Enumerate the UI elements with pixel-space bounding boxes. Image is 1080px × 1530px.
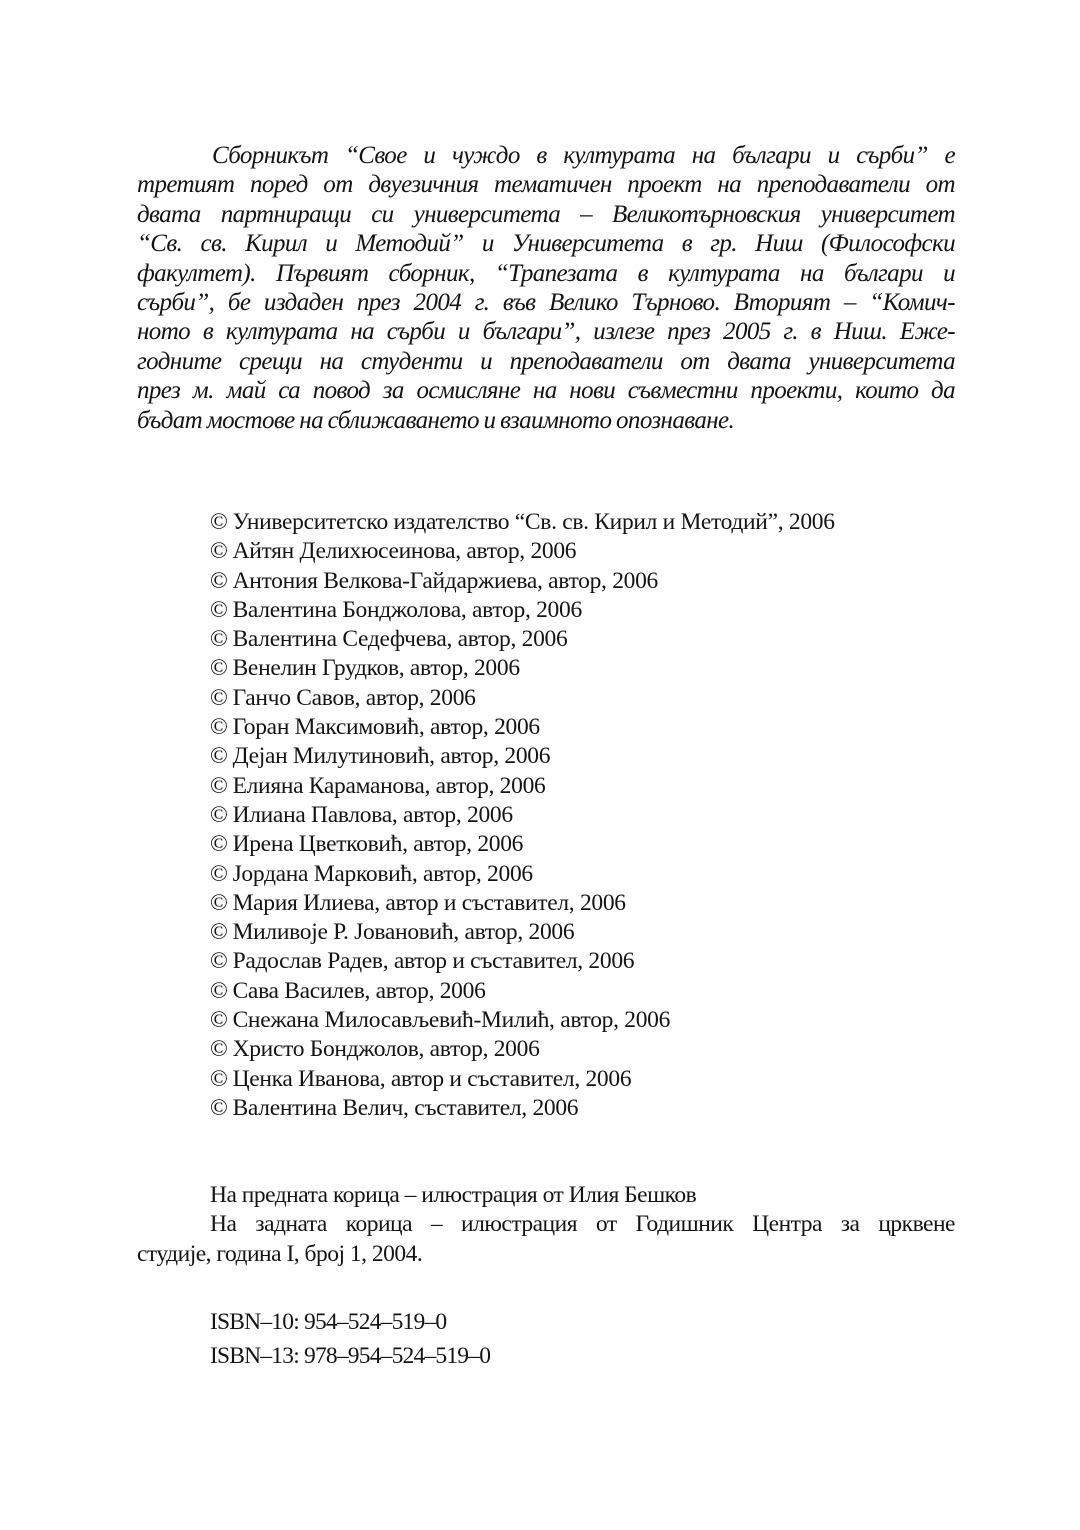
- copyright-text: Айтян Делихюсеинова, автор, 2006: [232, 538, 577, 565]
- copyright-text: Јордана Марковић, автор, 2006: [232, 860, 533, 887]
- copyright-icon: ©: [210, 977, 228, 1004]
- cover-credits: [137, 1181, 955, 1269]
- abstract-line: бъдат мостове на сближаването и взаимното опознаване.: [137, 406, 735, 434]
- copyright-icon: ©: [210, 743, 228, 770]
- copyright-icon: ©: [210, 655, 228, 682]
- copyright-entry: [210, 1094, 835, 1123]
- copyright-entry: [210, 713, 835, 742]
- copyright-entry: [210, 1065, 835, 1094]
- front-cover-credit: На предната корица – илюстрация от Илия Бешков: [210, 1182, 697, 1208]
- copyright-text: Христо Бонджолов, автор, 2006: [232, 1036, 540, 1063]
- copyright-icon: ©: [210, 567, 228, 594]
- copyright-icon: ©: [210, 889, 228, 916]
- copyright-icon: ©: [210, 1036, 228, 1063]
- copyright-text: Радослав Радев, автор и съставител, 2006: [232, 948, 635, 975]
- copyright-icon: ©: [210, 684, 228, 711]
- isbn-13: ISBN–13: 978–954–524–519–0: [210, 1343, 491, 1369]
- isbn-10: ISBN–10: 954–524–519–0: [210, 1309, 447, 1335]
- copyright-text: Ирена Цветковић, автор, 2006: [232, 831, 524, 858]
- copyright-list: [210, 508, 835, 1123]
- copyright-icon: ©: [210, 919, 228, 946]
- abstract-line: “Св. св. Кирил и Методий” и Университета в гр. Ниш (Философски: [137, 230, 955, 258]
- copyright-text: Горан Максимовић, автор, 2006: [232, 714, 540, 741]
- copyright-text: Валентина Велич, съставител, 2006: [232, 1094, 579, 1121]
- abstract-line: двата партниращи си университета – Великотърновския университет: [137, 200, 955, 228]
- copyright-icon: ©: [210, 714, 228, 741]
- copyright-entry: [210, 742, 835, 771]
- copyright-text: Валентина Седефчева, автор, 2006: [232, 626, 568, 653]
- copyright-entry: [210, 596, 835, 625]
- abstract-line: през м. май са повод за осмисляне на нови съвместни проекти, които да: [137, 377, 955, 405]
- abstract-paragraph: [137, 141, 955, 435]
- copyright-icon: ©: [210, 538, 228, 565]
- copyright-icon: ©: [210, 831, 228, 858]
- copyright-icon: ©: [210, 772, 228, 799]
- copyright-text: Дејан Милутиновић, автор, 2006: [232, 743, 551, 770]
- copyright-icon: ©: [210, 801, 228, 828]
- copyright-text: Мария Илиева, автор и съставител, 2006: [232, 889, 626, 916]
- copyright-icon: ©: [210, 1007, 228, 1034]
- copyright-entry: [210, 1006, 835, 1035]
- copyright-icon: ©: [210, 509, 228, 535]
- copyright-text: Венелин Грудков, автор, 2006: [232, 655, 520, 682]
- copyright-entry: [210, 977, 835, 1006]
- copyright-icon: ©: [210, 596, 228, 623]
- abstract-line: годните срещи на студенти и преподаватели от двата университета: [137, 347, 955, 375]
- copyright-entry: [210, 684, 835, 713]
- copyright-icon: ©: [210, 860, 228, 887]
- abstract-line: третият поред от двуезичния тематичен проект на преподаватели от: [137, 171, 955, 199]
- copyright-text: Ценка Иванова, автор и съставител, 2006: [232, 1065, 632, 1092]
- abstract-line: Сборникът “Свое и чуждо в културата на българи и сърби” е: [212, 142, 955, 169]
- copyright-entry: [210, 801, 835, 830]
- back-cover-credit-continued: студије, година I, број 1, 2004.: [137, 1240, 423, 1267]
- copyright-entry: [210, 625, 835, 654]
- isbn-block: [210, 1305, 490, 1373]
- copyright-icon: ©: [210, 1094, 228, 1121]
- copyright-entry: [210, 508, 835, 537]
- copyright-text: Сава Василев, автор, 2006: [232, 977, 486, 1004]
- copyright-entry: [210, 889, 835, 918]
- copyright-icon: ©: [210, 626, 228, 653]
- copyright-icon: ©: [210, 948, 228, 975]
- copyright-text: Университетско издателство “Св. св. Кирил и Методий”, 2006: [232, 509, 835, 535]
- copyright-entry: [210, 918, 835, 947]
- copyright-text: Антония Велкова-Гайдаржиева, автор, 2006: [232, 567, 659, 594]
- copyright-icon: ©: [210, 1065, 228, 1092]
- copyright-text: Илиана Павлова, автор, 2006: [232, 801, 513, 828]
- copyright-entry: [210, 567, 835, 596]
- copyright-entry: [210, 654, 835, 683]
- back-cover-credit: На задната корица – илюстрация от Годишник Центра за црквене: [210, 1211, 955, 1238]
- copyright-entry: [210, 537, 835, 566]
- copyright-text: Елияна Караманова, автор, 2006: [232, 772, 546, 799]
- abstract-line: факултет). Първият сборник, “Трапезата в културата на българи и: [137, 259, 955, 287]
- copyright-entry: [210, 1035, 835, 1064]
- abstract-line: ното в културата на сърби и българи”, излезе през 2005 г. в Ниш. Еже-: [137, 318, 955, 346]
- abstract-line: сърби”, бе издаден през 2004 г. във Велико Търново. Вторият – “Комич-: [137, 288, 955, 316]
- copyright-text: Миливоје Р. Јовановић, автор, 2006: [232, 919, 575, 946]
- copyright-text: Снежана Милосављевић-Милић, автор, 2006: [232, 1007, 671, 1034]
- copyright-entry: [210, 947, 835, 976]
- copyright-entry: [210, 860, 835, 889]
- copyright-text: Ганчо Савов, автор, 2006: [232, 684, 476, 711]
- copyright-text: Валентина Бонджолова, автор, 2006: [232, 596, 582, 623]
- copyright-entry: [210, 772, 835, 801]
- copyright-entry: [210, 830, 835, 859]
